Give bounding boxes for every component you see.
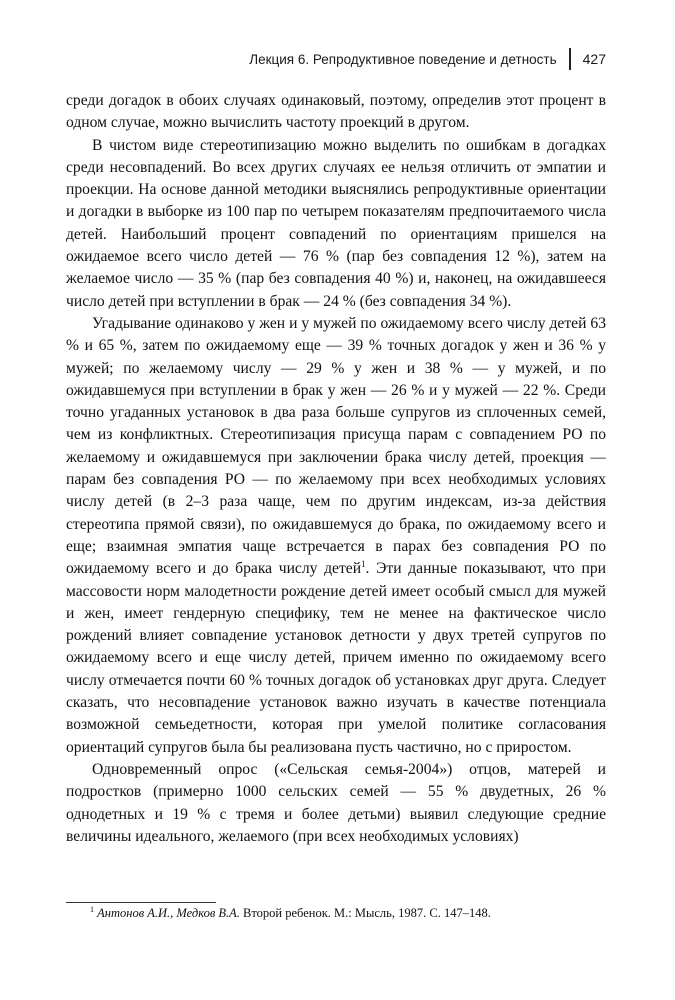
footnote-divider (66, 902, 216, 903)
footnote-citation: Второй ребенок. М.: Мысль, 1987. С. 147–148. (239, 906, 491, 920)
running-header (66, 46, 606, 72)
paragraph-continuation: среди догадок в обоих случаях одинаковый, поэтому, определив этот процент в одном случае, можно вычислить частоту проекций в другом. (66, 92, 606, 132)
body-text (66, 90, 606, 848)
paragraph-guessing-part2: . Эти данные показывают, что при массовости норм малодетности рождение детей имеет особый смысл для мужей и жен, имеет гендерную специфику, тем не менее на фактическое число рождений влияет совпадение установок детности у двух третей супругов по ожидаемому всего и еще числу детей, причем именно по ожидаемому всего числу отмечается почти 60 % точных догадок об установках друг друга. Следует сказать, что несовпадение установок важно изучать в качестве потенциала возможной семьедетности, которая при умелой политике согласования ориентаций супругов была бы реализована пусть частично, но с приростом. (66, 560, 606, 756)
paragraph-stereotyping: В чистом виде стереотипизацию можно выделить по ошибкам в догадках среди несовпадений. Во всех других случаях ее нельзя отличить от эмпатии и проекции. На основе данной методики выяснялись репродуктивные ориентации и догадки в выборке из 100 пар по четырем показателям предпочитаемого числа детей. Наибольший процент совпадений по ориентациям пришелся на ожидаемое всего число детей — 76 % (пар без совпадения 12 %), затем на желаемое число — 35 % (пар без совпадения 40 %) и, наконец, на ожидавшееся число детей при вступлении в брак — 24 % (без совпадения 34 %). (66, 136, 606, 310)
footnote-reference[interactable]: 1 (361, 559, 366, 570)
header-separator (569, 48, 571, 70)
footnote-mark: 1 (90, 904, 94, 914)
paragraph-guessing (66, 313, 606, 759)
page-number: 427 (582, 51, 606, 67)
footnote (66, 905, 606, 921)
running-title: Лекция 6. Репродуктивное поведение и детность (249, 51, 557, 67)
paragraph-guessing-part1: Угадывание одинаково у жен и у мужей по ожидаемому всего числу детей 63 % и 65 %, затем по ожидаемому еще — 39 % точных догадок у жен и 36 % у мужей; по желаемому числу — 29 % у жен и 38 % — у мужей, и по ожидавшемуся при вступлении в брак у жен — 26 % и у мужей — 22 %. Среди точно угаданных установок в два раза больше супругов из сплоченных семей, чем из конфликтных. Стереотипизация присуща парам с совпадением РО по желаемому и ожидавшемуся при заключении брака числу детей, проекция — парам без совпадения РО — по желаемому при всех необходимых условиях числу детей (в 2–3 раза чаще, чем по другим индексам, из-за действия стереотипа прямой связи), по ожидавшемуся до брака, по ожидаемому всего и еще; взаимная эмпатия чаще встречается в парах без совпадения РО по ожидаемому всего и до брака числу детей (66, 314, 606, 578)
footnote-authors: Антонов А.И., Медков В.А. (97, 906, 240, 920)
paragraph-survey: Одновременный опрос («Сельская семья-2004») отцов, матерей и подростков (примерно 1000 сельских семей — 55 % двудетных, 26 % однодетных и 19 % с тремя и более детьми) выявил следующие средние величины идеального, желаемого (при всех необходимых условиях) (66, 760, 606, 845)
